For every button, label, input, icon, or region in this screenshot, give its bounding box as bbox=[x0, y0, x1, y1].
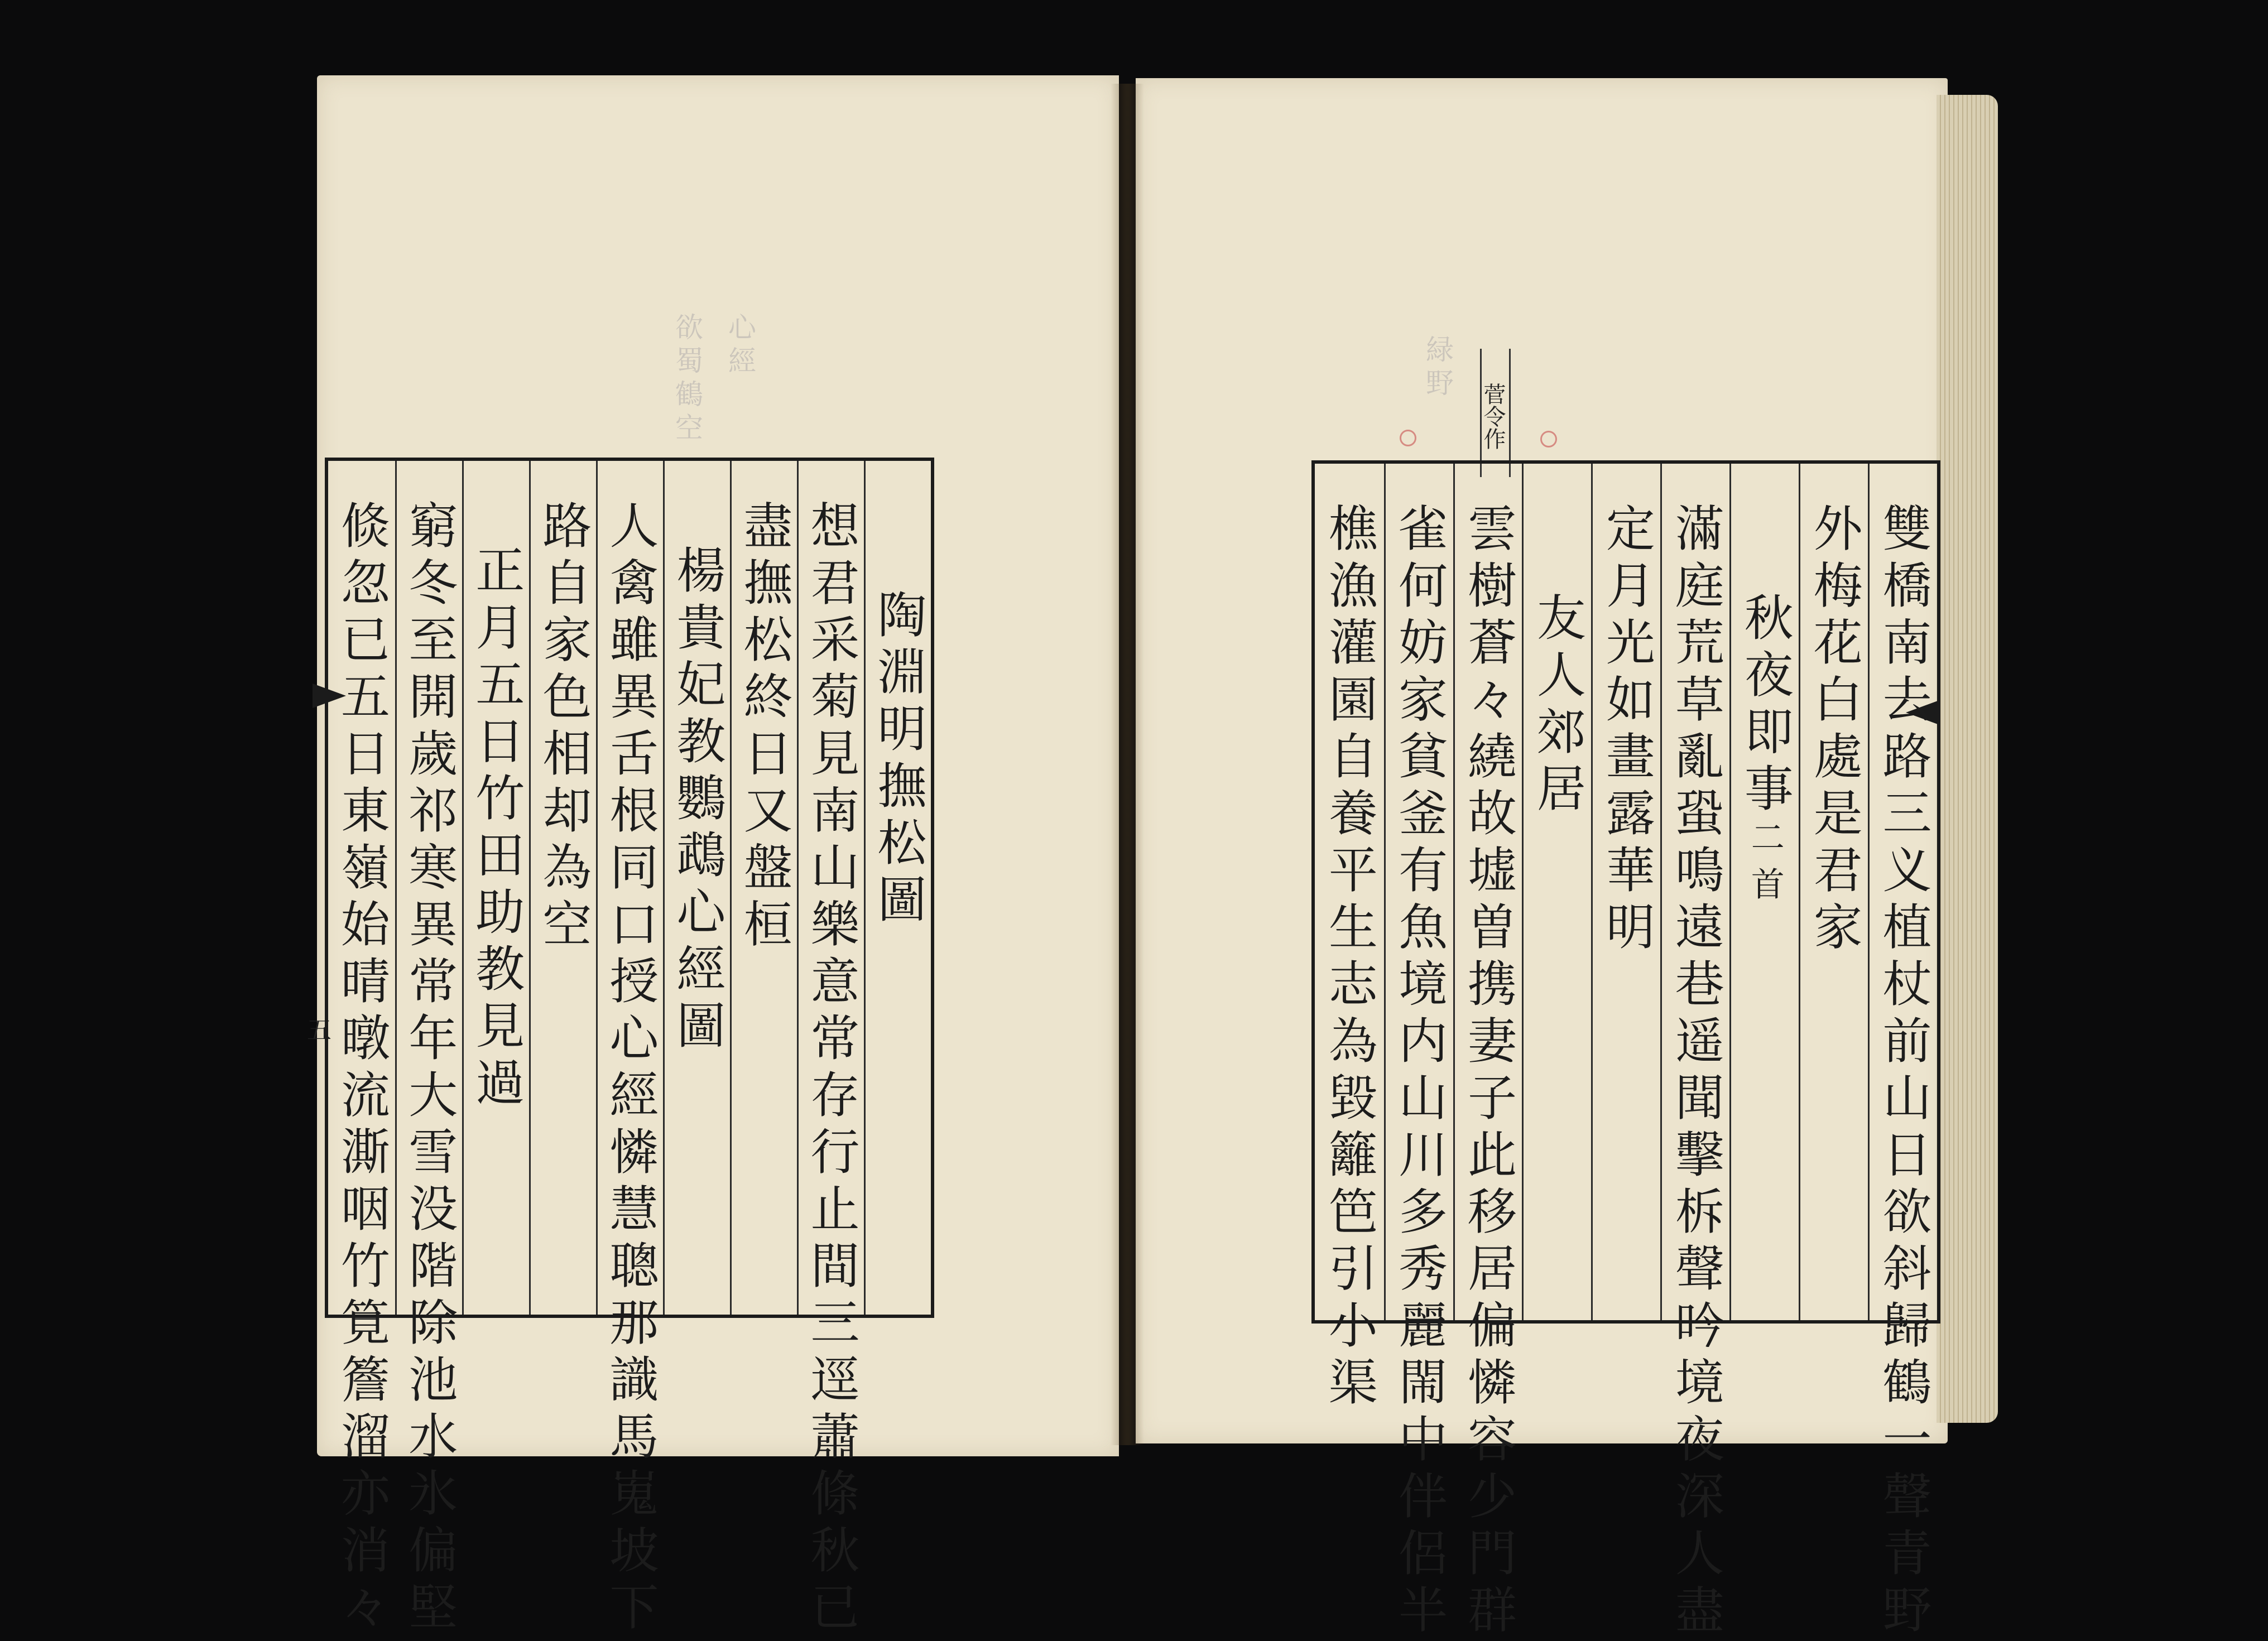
text-column bbox=[730, 461, 797, 1315]
text-column bbox=[1799, 464, 1868, 1320]
text-column bbox=[395, 461, 462, 1638]
column-text: 定月光如畫露華明 bbox=[1598, 503, 1656, 958]
column-text: 友人郊居 bbox=[1529, 592, 1587, 820]
poem-title: 秋夜即事 bbox=[1736, 592, 1794, 820]
column-text: 陶淵明撫松圖 bbox=[869, 589, 928, 931]
text-column bbox=[1315, 464, 1384, 1413]
page-number: 五 bbox=[307, 1016, 331, 1045]
text-column bbox=[1660, 464, 1729, 1641]
bleed-through-text: 緑野 bbox=[1421, 335, 1454, 402]
bleed-through-text: 欲蜀鶴空 bbox=[671, 312, 703, 446]
column-text: 人禽雖異舌根同口授心經憐慧聰那識馬嵬坡下 bbox=[602, 500, 660, 1638]
column-text: 窮冬至開歲祁寒異常年大雪没階除池水氷偏堅 bbox=[401, 500, 459, 1638]
column-text: 路自家色相却為空 bbox=[535, 500, 593, 955]
text-column bbox=[1453, 464, 1522, 1641]
column-text: 樵漁灌園自養平生志為毀籬笆引小渠 bbox=[1320, 503, 1378, 1413]
text-column bbox=[1729, 464, 1799, 1320]
page-edges bbox=[1937, 95, 1998, 1423]
text-column bbox=[864, 461, 931, 1315]
text-column bbox=[1591, 464, 1660, 1320]
text-column bbox=[1384, 464, 1453, 1641]
column-text: 雙橋南去路三义植杖前山日欲斜歸鶴一聲青野 bbox=[1875, 503, 1933, 1641]
text-column bbox=[596, 461, 663, 1638]
poem-note: 二首 bbox=[1745, 820, 1785, 913]
red-seal-mark bbox=[1540, 431, 1557, 447]
book-gutter bbox=[1111, 84, 1144, 1445]
column-text: 想君采菊見南山樂意常存行止間三逕蕭條秋已 bbox=[803, 500, 861, 1638]
bleed-through-text: 心經 bbox=[724, 312, 756, 379]
text-column bbox=[1522, 464, 1591, 1320]
column-text: 雀何妨家貧釜有魚境内山川多秀麗閙中伴侶半 bbox=[1391, 503, 1449, 1641]
text-column bbox=[1868, 464, 1937, 1641]
text-column bbox=[529, 461, 596, 1315]
column-text bbox=[1736, 592, 1794, 913]
column-text: 正月五日竹田助教見過 bbox=[468, 545, 526, 1114]
left-text-frame bbox=[325, 458, 934, 1638]
text-column bbox=[462, 461, 529, 1315]
column-text: 楊貴妃教鸚鵡心經圖 bbox=[669, 545, 727, 1057]
text-column bbox=[663, 461, 730, 1315]
red-seal-mark bbox=[1400, 430, 1416, 446]
column-text: 雲樹蒼々繞故墟曽携妻子此移居偏憐容少門群 bbox=[1460, 503, 1517, 1641]
column-text: 倐忽已五日東嶺始晴暾流澌咽竹筧簷溜亦消々 bbox=[333, 500, 391, 1638]
column-text: 外梅花白處是君家 bbox=[1805, 503, 1863, 958]
text-column bbox=[797, 461, 864, 1638]
title-slip: 菅令作 bbox=[1480, 349, 1511, 477]
text-column bbox=[328, 461, 395, 1638]
right-text-frame bbox=[1311, 460, 1940, 1641]
column-text: 盡撫松終日又盤桓 bbox=[736, 500, 794, 955]
column-text: 滿庭荒草亂蛩鳴遠巷遥聞擊柝聲吟境夜深人盡 bbox=[1667, 503, 1725, 1641]
